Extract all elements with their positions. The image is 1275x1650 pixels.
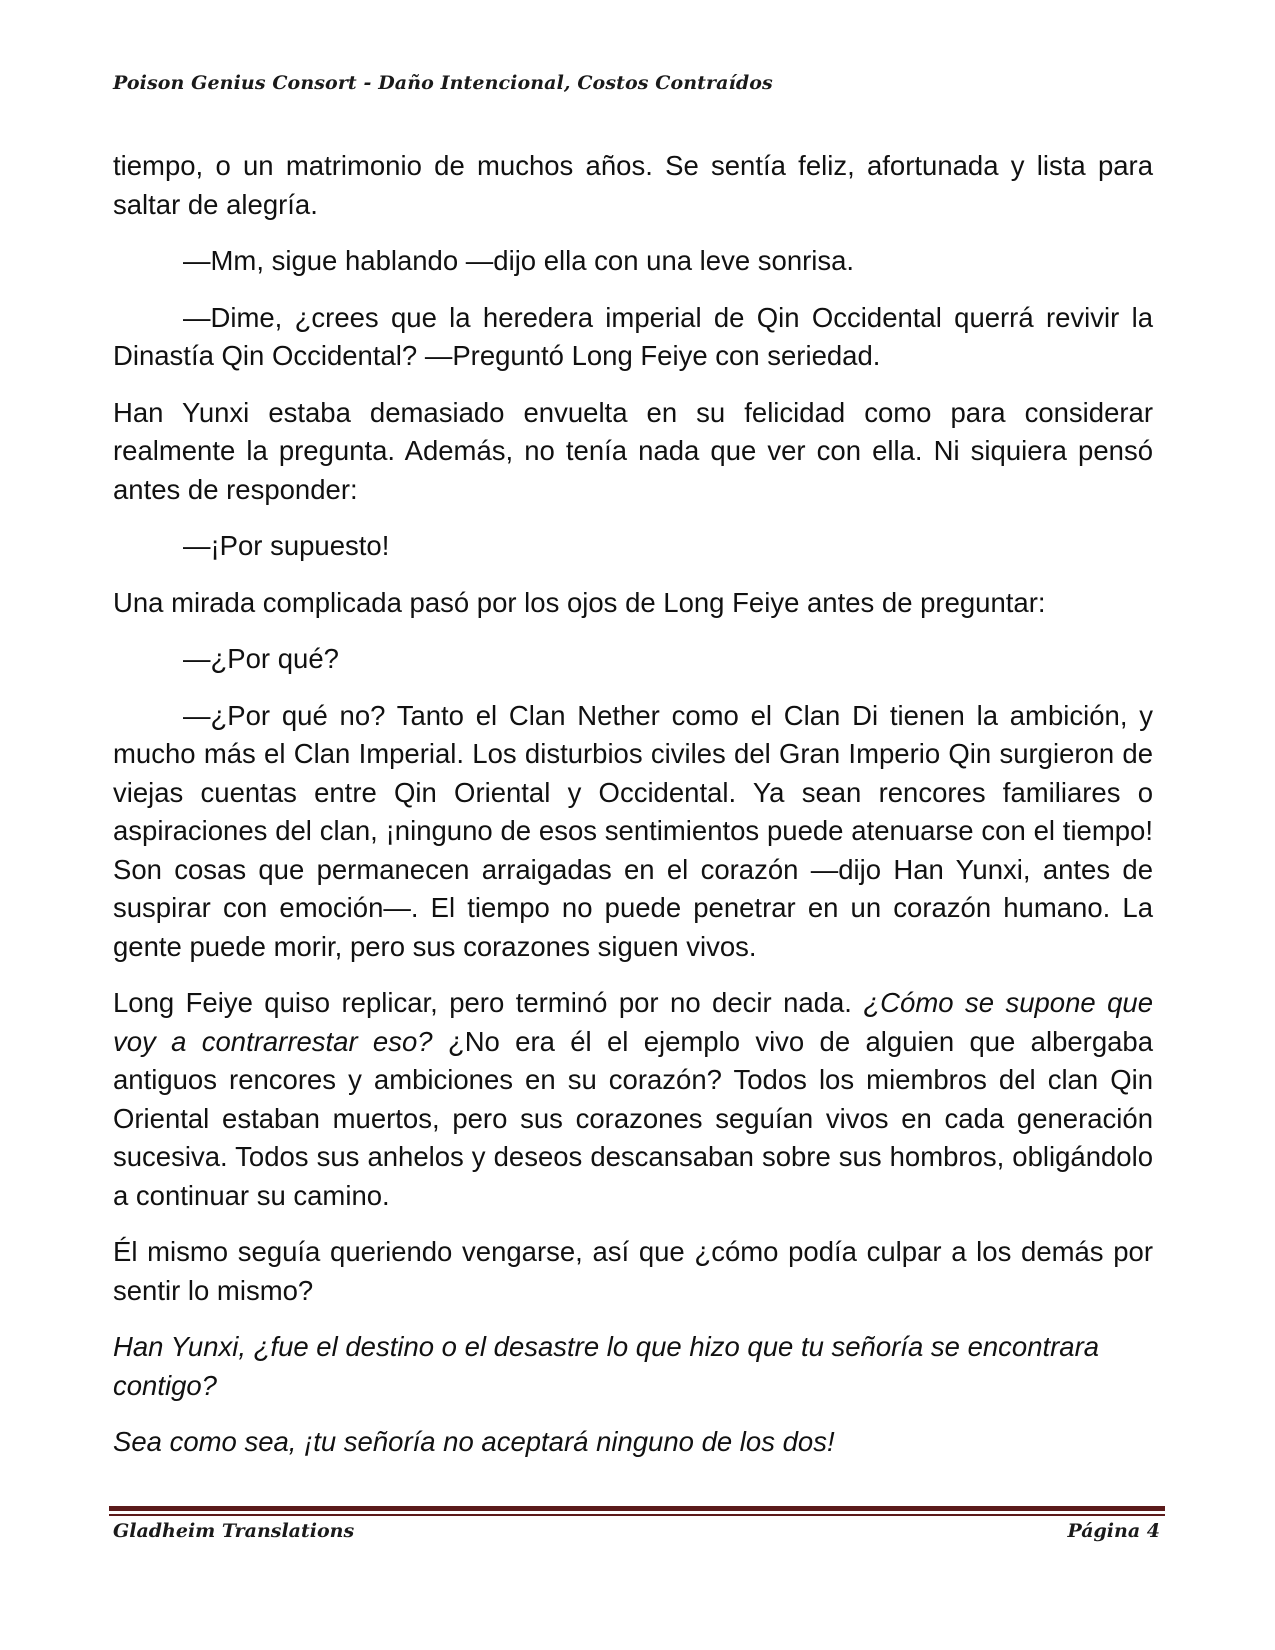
- italic-thought: ¿Cómo se supone que voy a contrarrestar eso?: [113, 987, 1153, 1057]
- dialogue-paragraph: —Mm, sigue hablando —dijo ella con una leve sonrisa.: [183, 245, 855, 276]
- paragraph: [113, 984, 1153, 1215]
- paragraph-text: ¿No era él el ejemplo vivo de alguien que albergaba antiguos rencores y ambiciones en su corazón? Todos los miembros del clan Qin Oriental estaban muertos, pero sus corazones seguían vivos en cada generación sucesiva. Todos sus anhelos y deseos descansaban sobre sus hombros, obligándolo a continuar su camino.: [113, 1025, 1153, 1211]
- paragraph-text: Long Feiye quiso replicar, pero terminó por no decir nada.: [113, 987, 864, 1018]
- footer-credit: Gladheim Translations: [113, 1520, 355, 1542]
- dialogue-paragraph: —Dime, ¿crees que la heredera imperial de Qin Occidental querrá revivir la Dinastía Qin Occidental? —Preguntó Long Feiye con seriedad.: [113, 301, 1153, 371]
- dialogue-paragraph: —¿Por qué?: [183, 643, 339, 674]
- running-header: Poison Genius Consort - Daño Intencional, Costos Contraídos: [113, 72, 773, 94]
- page-number: Página 4: [1067, 1520, 1160, 1542]
- paragraph: tiempo, o un matrimonio de muchos años. Se sentía feliz, afortunada y lista para saltar de alegría.: [113, 150, 1153, 220]
- page-body: [113, 147, 1153, 1480]
- footer-rule-thin: [109, 1514, 1165, 1516]
- italic-paragraph: Han Yunxi, ¿fue el destino o el desastre lo que hizo que tu señoría se encontrara contigo?: [113, 1331, 1100, 1401]
- italic-paragraph: Sea como sea, ¡tu señoría no aceptará ninguno de los dos!: [113, 1426, 835, 1457]
- paragraph: Han Yunxi estaba demasiado envuelta en su felicidad como para considerar realmente la pregunta. Además, no tenía nada que ver con ella. Ni siquiera pensó antes de responder:: [113, 396, 1153, 505]
- footer-rule-thick: [109, 1506, 1165, 1511]
- dialogue-paragraph: —¡Por supuesto!: [183, 530, 390, 561]
- paragraph: Una mirada complicada pasó por los ojos de Long Feiye antes de preguntar:: [113, 586, 1046, 618]
- paragraph: Él mismo seguía queriendo vengarse, así que ¿cómo podía culpar a los demás por sentir lo mismo?: [113, 1236, 1153, 1306]
- dialogue-paragraph: —¿Por qué no? Tanto el Clan Nether como el Clan Di tienen la ambición, y mucho más el Clan Imperial. Los disturbios civiles del Gran Imperio Qin surgieron de viejas cuentas entre Qin Oriental y Occidental. Ya sean rencores familiares o aspiraciones del clan, ¡ninguno de esos sentimientos puede atenuarse con el tiempo! Son cosas que permanecen arraigadas en el corazón —dijo Han Yunxi, antes de suspirar con emoción—. El tiempo no puede penetrar en un corazón humano. La gente puede morir, pero sus corazones siguen vivos.: [113, 699, 1153, 962]
